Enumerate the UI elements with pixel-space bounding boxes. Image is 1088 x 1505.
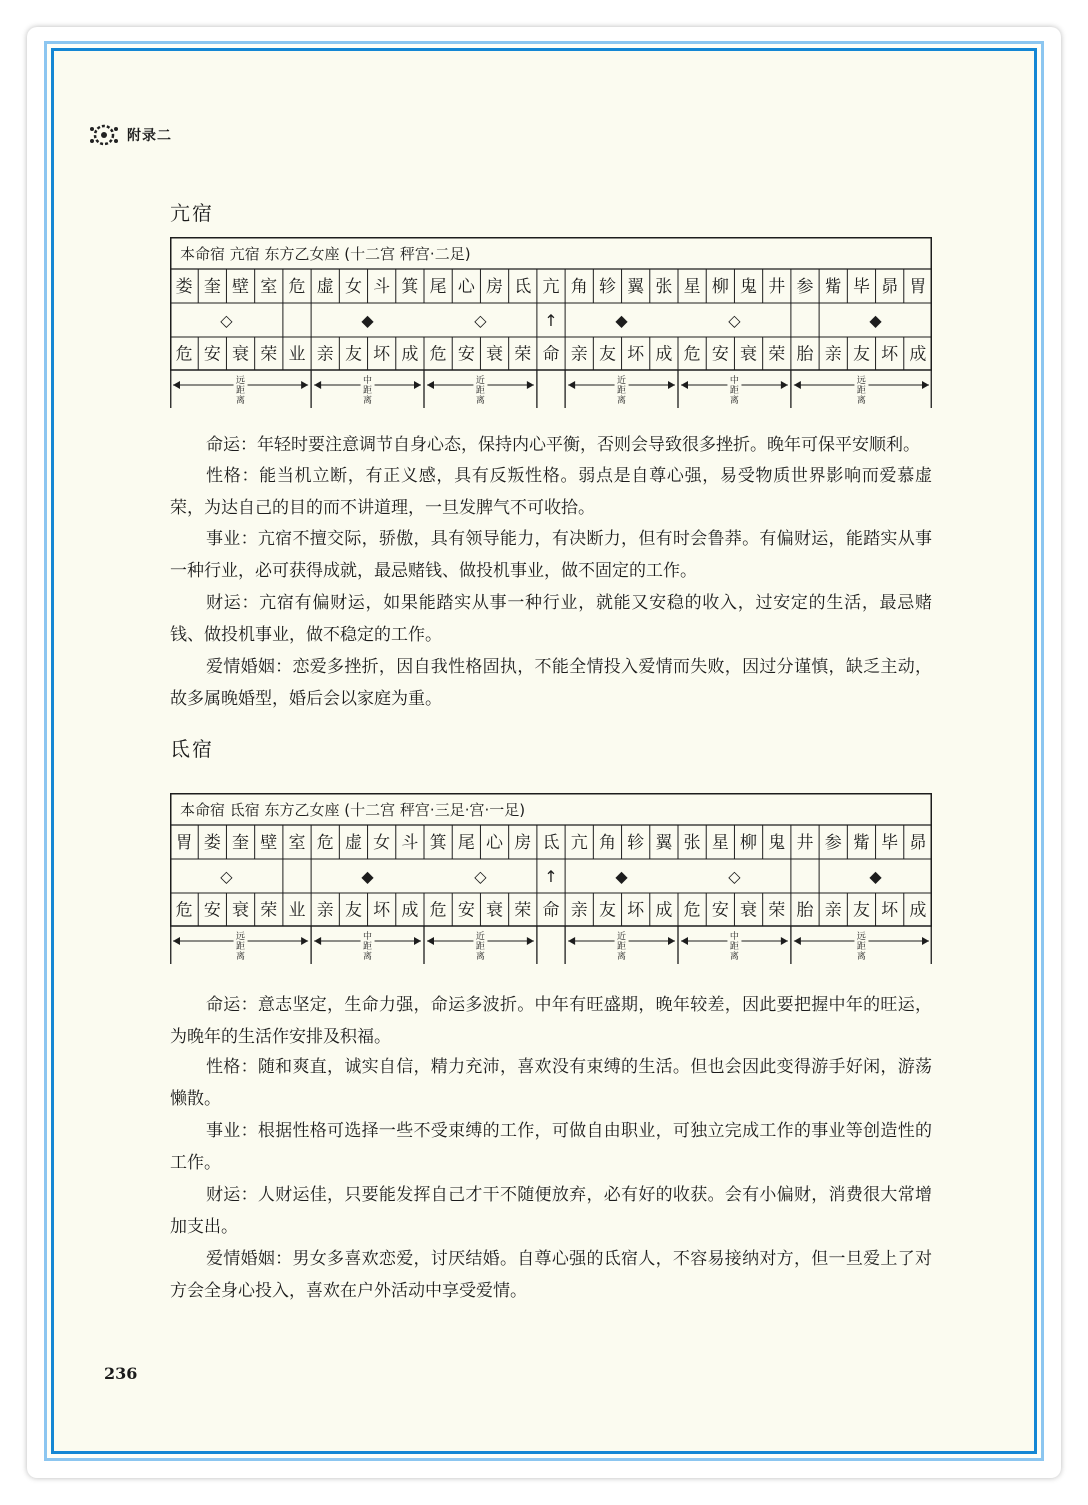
paragraph-wealth: 财运：亢宿有偏财运，如果能踏实从事一种行业，就能又安稳的收入，过安定的生活，最忌赌钱、做投机事业，做不稳定的工作。 — [170, 593, 932, 645]
star-cell: 壁 — [260, 833, 278, 853]
distance-label: 离 — [236, 396, 246, 406]
arrow-left-icon — [314, 381, 321, 389]
star-cell: 尾 — [457, 833, 475, 853]
arrow-left-icon — [173, 937, 180, 945]
relation-cell: 坏 — [881, 344, 899, 365]
distance-label: 离 — [363, 396, 373, 406]
star-cell: 柳 — [711, 277, 729, 297]
chart-svg — [170, 237, 932, 408]
hollow-diamond-icon: ◇ — [728, 311, 741, 330]
relation-cell: 业 — [288, 344, 306, 365]
star-cell: 心 — [457, 277, 475, 297]
star-cell: 胃 — [909, 277, 927, 297]
distance-label: 离 — [475, 396, 485, 406]
star-cell: 翼 — [627, 277, 645, 297]
star-cell: 毕 — [881, 833, 899, 853]
mansion-chart-di — [170, 793, 932, 964]
star-cell: 壁 — [232, 277, 250, 297]
filled-diamond-icon: ◆ — [869, 311, 882, 330]
star-cell: 室 — [260, 277, 278, 297]
relation-cell: 衰 — [740, 900, 758, 921]
distance-label: 距 — [856, 942, 866, 952]
arrow-right-icon — [414, 381, 421, 389]
arrow-left-icon — [681, 937, 688, 945]
relation-cell: 危 — [429, 344, 447, 365]
distance-label: 离 — [856, 396, 866, 406]
relation-cell: 坏 — [627, 900, 645, 921]
decorative-logo-icon — [88, 121, 120, 149]
distance-label: 远 — [856, 376, 866, 386]
up-arrow-icon: ↑ — [544, 311, 558, 330]
star-cell: 危 — [288, 277, 306, 297]
relation-cell: 命 — [542, 344, 560, 365]
relation-cell: 坏 — [627, 344, 645, 365]
relation-cell: 衰 — [486, 344, 504, 365]
distance-label: 距 — [729, 942, 739, 952]
relation-cell: 胎 — [796, 900, 814, 921]
relation-cell: 亲 — [824, 900, 842, 921]
relation-cell: 坏 — [373, 344, 391, 365]
arrow-right-icon — [527, 381, 534, 389]
star-cell: 胃 — [175, 833, 193, 853]
arrow-left-icon — [794, 381, 801, 389]
relation-cell: 亲 — [570, 344, 588, 365]
star-cell: 危 — [316, 833, 334, 853]
relation-cell: 成 — [401, 344, 419, 365]
relation-cell: 荣 — [260, 900, 278, 921]
arrow-left-icon — [427, 381, 434, 389]
distance-label: 中 — [363, 376, 373, 386]
star-cell: 女 — [373, 833, 391, 853]
arrow-right-icon — [668, 381, 675, 389]
relation-cell: 命 — [542, 900, 560, 921]
relation-cell: 亲 — [570, 900, 588, 921]
filled-diamond-icon: ◆ — [869, 867, 882, 886]
star-cell: 鬼 — [740, 277, 758, 297]
star-cell: 亢 — [542, 277, 560, 297]
star-cell: 房 — [514, 833, 532, 853]
star-cell: 井 — [796, 833, 814, 853]
relation-cell: 荣 — [260, 344, 278, 365]
distance-label: 离 — [236, 952, 246, 962]
star-cell: 尾 — [429, 277, 447, 297]
relation-cell: 友 — [344, 344, 362, 365]
relation-cell: 友 — [852, 344, 870, 365]
paragraph-fortune: 命运：意志坚定，生命力强，命运多波折。中年有旺盛期，晚年较差，因此要把握中年的旺运，为晚年的生活作安排及积福。 — [170, 995, 932, 1047]
arrow-right-icon — [922, 937, 929, 945]
distance-label: 近 — [617, 932, 627, 942]
star-cell: 箕 — [401, 277, 419, 297]
section-title-di: 氐宿 — [170, 737, 214, 761]
distance-label: 距 — [475, 942, 485, 952]
arrow-left-icon — [173, 381, 180, 389]
arrow-left-icon — [314, 937, 321, 945]
distance-label: 距 — [363, 386, 373, 396]
distance-label: 中 — [729, 932, 739, 942]
distance-label: 距 — [236, 942, 246, 952]
header-section-label: 附录二 — [127, 128, 172, 144]
relation-cell: 危 — [683, 344, 701, 365]
relation-cell: 衰 — [232, 344, 250, 365]
arrow-left-icon — [568, 937, 575, 945]
relation-cell: 亲 — [316, 900, 334, 921]
distance-label: 离 — [475, 952, 485, 962]
star-cell: 翼 — [655, 833, 673, 853]
running-header — [88, 121, 172, 149]
star-cell: 星 — [711, 833, 729, 853]
relation-cell: 业 — [288, 900, 306, 921]
arrow-left-icon — [681, 381, 688, 389]
arrow-left-icon — [427, 937, 434, 945]
star-cell: 亢 — [570, 833, 588, 853]
star-cell: 氐 — [514, 277, 532, 297]
star-cell: 心 — [486, 833, 504, 853]
relation-cell: 友 — [598, 900, 616, 921]
star-cell: 虚 — [316, 277, 334, 297]
relation-cell: 坏 — [373, 900, 391, 921]
distance-label: 近 — [475, 932, 485, 942]
paragraph-love: 爱情婚姻：恋爱多挫折，因自我性格固执，不能全情投入爱情而失败，因过分谨慎，缺乏主动，故多属晚婚型，婚后会以家庭为重。 — [170, 657, 932, 709]
relation-cell: 衰 — [232, 900, 250, 921]
star-cell: 箕 — [429, 833, 447, 853]
distance-label: 离 — [617, 396, 627, 406]
star-cell: 奎 — [232, 833, 250, 853]
relation-cell: 亲 — [824, 344, 842, 365]
relation-cell: 危 — [175, 344, 193, 365]
star-cell: 娄 — [175, 277, 193, 297]
star-cell: 轸 — [627, 833, 645, 853]
hollow-diamond-icon: ◇ — [220, 311, 233, 330]
paragraph-fortune: 命运：年轻时要注意调节自身心态，保持内心平衡，否则会导致很多挫折。晚年可保平安顺利。 — [206, 435, 920, 455]
relation-cell: 安 — [203, 344, 221, 365]
paragraph-personality: 性格：随和爽直，诚实自信，精力充沛，喜欢没有束缚的生活。但也会因此变得游手好闲，游荡懒散。 — [170, 1057, 932, 1109]
relation-cell: 安 — [711, 344, 729, 365]
distance-label: 距 — [617, 942, 627, 952]
star-cell: 房 — [486, 277, 504, 297]
star-cell: 斗 — [373, 277, 391, 297]
distance-label: 离 — [729, 952, 739, 962]
distance-label: 离 — [729, 396, 739, 406]
arrow-right-icon — [527, 937, 534, 945]
star-cell: 斗 — [401, 833, 419, 853]
chart-svg — [170, 793, 932, 964]
relation-cell: 荣 — [768, 344, 786, 365]
distance-label: 近 — [617, 376, 627, 386]
star-cell: 参 — [796, 277, 814, 297]
star-cell: 鬼 — [768, 833, 786, 853]
star-cell: 奎 — [203, 277, 221, 297]
distance-label: 离 — [617, 952, 627, 962]
relation-cell: 胎 — [796, 344, 814, 365]
star-cell: 觜 — [852, 833, 870, 853]
arrow-right-icon — [668, 937, 675, 945]
relation-cell: 衰 — [486, 900, 504, 921]
filled-diamond-icon: ◆ — [361, 867, 374, 886]
paragraph-wealth: 财运：人财运佳，只要能发挥自己才干不随便放弃，必有好的收获。会有小偏财，消费很大常增加支出。 — [170, 1185, 932, 1237]
paragraph-love: 爱情婚姻：男女多喜欢恋爱，讨厌结婚。自尊心强的氐宿人，不容易接纳对方，但一旦爱上了对方会全身心投入，喜欢在户外活动中享受爱情。 — [170, 1249, 932, 1301]
distance-label: 远 — [236, 932, 246, 942]
relation-cell: 友 — [852, 900, 870, 921]
relation-cell: 成 — [909, 344, 927, 365]
arrow-right-icon — [922, 381, 929, 389]
relation-cell: 成 — [655, 344, 673, 365]
paragraph-personality: 性格：能当机立断，有正义感，具有反叛性格。弱点是自尊心强，易受物质世界影响而爱慕虚荣，为达自己的目的而不讲道理，一旦发脾气不可收拾。 — [170, 466, 932, 518]
relation-cell: 危 — [175, 900, 193, 921]
relation-cell: 荣 — [514, 344, 532, 365]
chart-header-text: 本命宿 氐宿 东方乙女座 (十二宫 秤宫·三足·宫·一足) — [180, 801, 526, 819]
relation-cell: 荣 — [768, 900, 786, 921]
mansion-chart-kang — [170, 237, 932, 408]
star-cell: 柳 — [740, 833, 758, 853]
section-title-kang: 亢宿 — [170, 201, 214, 225]
distance-label: 距 — [729, 386, 739, 396]
arrow-right-icon — [781, 381, 788, 389]
distance-label: 近 — [475, 376, 485, 386]
relation-cell: 危 — [429, 900, 447, 921]
star-cell: 张 — [683, 833, 701, 853]
relation-cell: 安 — [457, 344, 475, 365]
star-cell: 星 — [683, 277, 701, 297]
hollow-diamond-icon: ◇ — [728, 867, 741, 886]
relation-cell: 坏 — [881, 900, 899, 921]
arrow-right-icon — [414, 937, 421, 945]
up-arrow-icon: ↑ — [544, 867, 558, 886]
arrow-right-icon — [301, 937, 308, 945]
filled-diamond-icon: ◆ — [615, 311, 628, 330]
star-cell: 氐 — [542, 833, 560, 853]
distance-label: 离 — [363, 952, 373, 962]
distance-label: 中 — [729, 376, 739, 386]
relation-cell: 安 — [711, 900, 729, 921]
arrow-right-icon — [301, 381, 308, 389]
filled-diamond-icon: ◆ — [361, 311, 374, 330]
distance-label: 距 — [475, 386, 485, 396]
star-cell: 觜 — [824, 277, 842, 297]
arrow-left-icon — [794, 937, 801, 945]
paragraph-career: 事业：根据性格可选择一些不受束缚的工作，可做自由职业，可独立完成工作的事业等创造性的工作。 — [170, 1121, 932, 1173]
star-cell: 角 — [598, 833, 616, 853]
star-cell: 虚 — [344, 833, 362, 853]
filled-diamond-icon: ◆ — [615, 867, 628, 886]
relation-cell: 友 — [344, 900, 362, 921]
star-cell: 张 — [655, 277, 673, 297]
distance-label: 距 — [617, 386, 627, 396]
relation-cell: 荣 — [514, 900, 532, 921]
hollow-diamond-icon: ◇ — [220, 867, 233, 886]
star-cell: 室 — [288, 833, 306, 853]
relation-cell: 成 — [401, 900, 419, 921]
arrow-right-icon — [781, 937, 788, 945]
star-cell: 轸 — [598, 277, 616, 297]
relation-cell: 亲 — [316, 344, 334, 365]
relation-cell: 安 — [203, 900, 221, 921]
relation-cell: 危 — [683, 900, 701, 921]
distance-label: 距 — [363, 942, 373, 952]
hollow-diamond-icon: ◇ — [474, 311, 487, 330]
star-cell: 井 — [768, 277, 786, 297]
star-cell: 娄 — [203, 833, 221, 853]
paragraph-career: 事业：亢宿不擅交际，骄傲，具有领导能力，有决断力，但有时会鲁莽。有偏财运，能踏实从事一种行业，必可获得成就，最忌赌钱、做投机事业，做不固定的工作。 — [170, 529, 932, 581]
relation-cell: 友 — [598, 344, 616, 365]
star-cell: 昴 — [909, 833, 927, 853]
star-cell: 角 — [570, 277, 588, 297]
star-cell: 参 — [824, 833, 842, 853]
distance-label: 远 — [236, 376, 246, 386]
star-cell: 毕 — [852, 277, 870, 297]
relation-cell: 成 — [655, 900, 673, 921]
distance-label: 中 — [363, 932, 373, 942]
hollow-diamond-icon: ◇ — [474, 867, 487, 886]
distance-label: 离 — [856, 952, 866, 962]
star-cell: 昴 — [881, 277, 899, 297]
star-cell: 女 — [344, 277, 362, 297]
distance-label: 远 — [856, 932, 866, 942]
page-number: 236 — [104, 1364, 138, 1383]
arrow-left-icon — [568, 381, 575, 389]
relation-cell: 安 — [457, 900, 475, 921]
relation-cell: 衰 — [740, 344, 758, 365]
distance-label: 距 — [856, 386, 866, 396]
distance-label: 距 — [236, 386, 246, 396]
relation-cell: 成 — [909, 900, 927, 921]
chart-header-text: 本命宿 亢宿 东方乙女座 (十二宫 秤宫·二足) — [180, 245, 471, 263]
